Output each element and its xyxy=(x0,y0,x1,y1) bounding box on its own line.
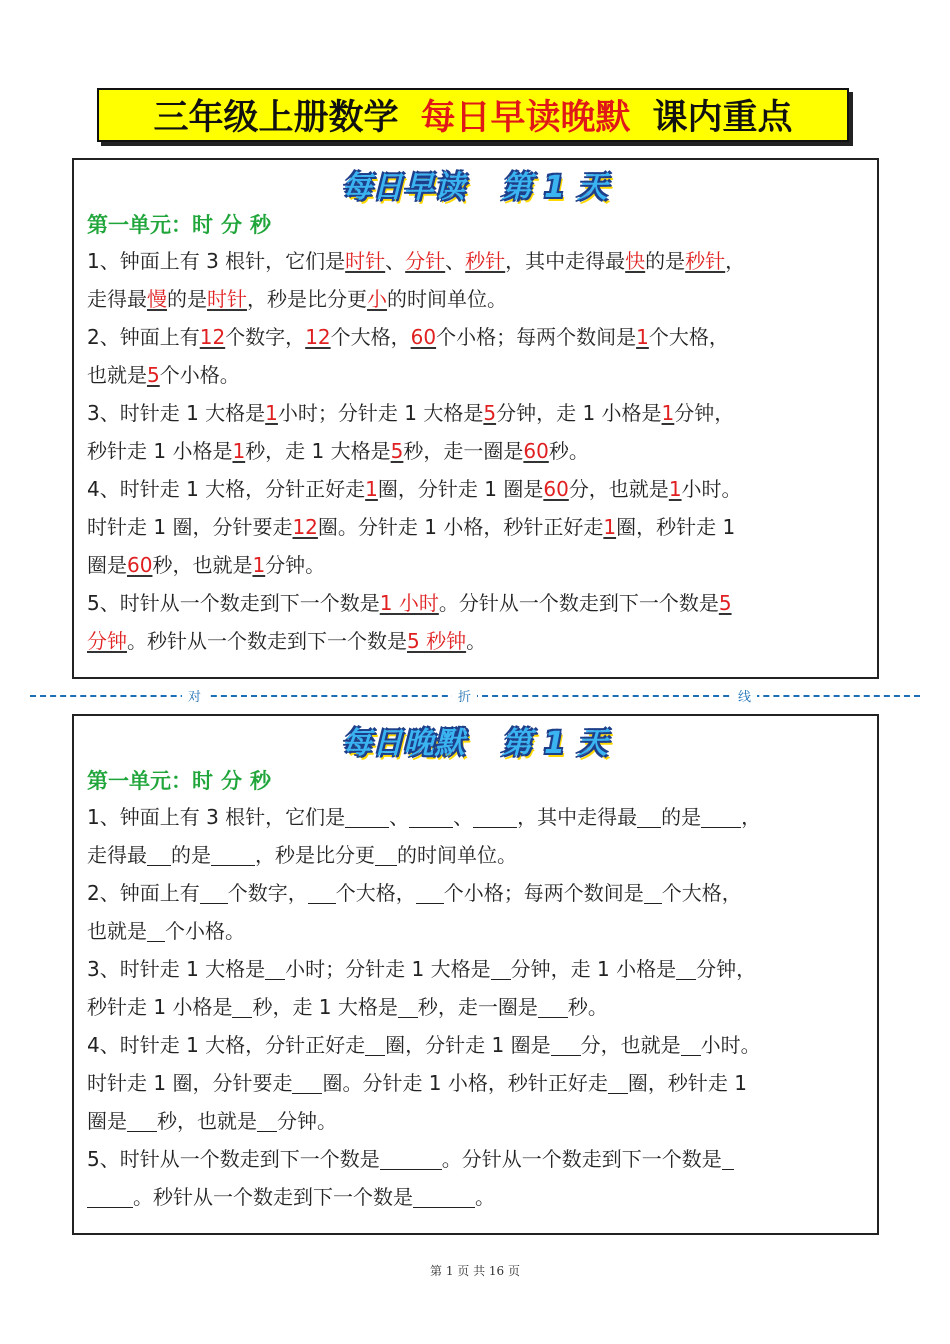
text: 的时间单位。 xyxy=(387,287,507,311)
text: ， xyxy=(741,805,762,829)
text: 也就是 xyxy=(87,363,147,387)
text: 个小格。 xyxy=(159,363,240,387)
text: 5、时针从一个数走到下一个数是 xyxy=(87,591,380,615)
morning-title xyxy=(87,168,863,208)
text: 3、时针走 1 大格是 xyxy=(87,401,266,425)
text: 。秒针从一个数走到下一个数是 xyxy=(133,1185,413,1209)
text: 圈是 xyxy=(87,553,127,577)
answer: 12 xyxy=(292,515,318,539)
text: 4、时针走 1 大格，分针正好走 xyxy=(87,477,366,501)
morning-unit-topic: 时分秒 xyxy=(192,213,279,237)
banner-highlight: 每日早读晚默 xyxy=(420,97,631,138)
text: 。分针从一个数走到下一个数是 xyxy=(438,591,719,615)
answer: 5 xyxy=(718,591,732,615)
banner-focus: 课内重点 xyxy=(652,97,793,138)
answer: 12 xyxy=(199,325,226,349)
text: 时针走 1 圈，分针要走 xyxy=(87,515,293,539)
answer: 慢 xyxy=(147,287,167,311)
morning-title-name: 每日早读 xyxy=(341,170,466,205)
fold-label-3: 线 xyxy=(732,686,757,705)
answer: 1 xyxy=(265,401,278,425)
fill-blank[interactable] xyxy=(87,1185,133,1208)
answer: 1 xyxy=(603,515,617,539)
text: ，其中走得最 xyxy=(517,805,638,829)
text: 秒，走一圈是 xyxy=(417,995,538,1019)
text: 时针走 1 圈，分针要走 xyxy=(87,1071,293,1095)
text: 分，也就是 xyxy=(568,477,669,501)
morning-q4 xyxy=(87,470,863,584)
text: 也就是 xyxy=(87,919,147,943)
text: 、 xyxy=(445,249,466,273)
answer: 12 xyxy=(305,325,331,349)
answer: 秒针 xyxy=(685,249,726,273)
text: 小时。 xyxy=(681,477,742,501)
morning-q5 xyxy=(87,584,863,660)
page-banner xyxy=(97,88,849,142)
fill-blank[interactable] xyxy=(257,1109,277,1132)
evening-q1 xyxy=(87,798,863,874)
fill-blank[interactable] xyxy=(375,843,397,866)
text: 圈是 xyxy=(87,1109,127,1133)
fill-blank[interactable] xyxy=(722,1147,734,1170)
text: 。 xyxy=(466,629,487,653)
answer: 分针 xyxy=(405,249,446,273)
text: 、 xyxy=(453,805,474,829)
text: 。分针从一个数走到下一个数是 xyxy=(441,1147,722,1171)
fill-blank[interactable] xyxy=(365,1033,385,1056)
fill-blank[interactable] xyxy=(608,1071,628,1094)
page-number: 第 1 页 共 16 页 xyxy=(430,1264,520,1278)
fill-blank[interactable] xyxy=(409,805,453,828)
text: 圈，秒针走 1 xyxy=(616,515,736,539)
text: 5、时针从一个数走到下一个数是 xyxy=(87,1147,380,1171)
answer: 1 xyxy=(365,477,378,501)
answer: 60 xyxy=(127,553,153,577)
fill-blank[interactable] xyxy=(473,805,517,828)
text: 的是 xyxy=(661,805,702,829)
evening-title-name: 每日晚默 xyxy=(341,726,466,761)
text: 秒，也就是 xyxy=(157,1109,257,1133)
text: 、 xyxy=(389,805,410,829)
text: 圈。分针走 1 小格，秒针正好走 xyxy=(317,515,604,539)
answer: 1 xyxy=(668,477,682,501)
morning-q3 xyxy=(87,394,863,470)
answer: 5 秒钟 xyxy=(407,629,467,653)
text: 个小格。 xyxy=(165,919,245,943)
text: 3、时针走 1 大格是 xyxy=(87,957,266,981)
answer: 5 xyxy=(390,439,404,463)
fill-blank[interactable] xyxy=(232,995,252,1018)
text: 分钟， xyxy=(696,957,757,981)
text: ，秒是比分更 xyxy=(255,843,375,867)
fill-blank[interactable] xyxy=(380,1147,442,1170)
fill-blank[interactable] xyxy=(538,995,568,1018)
answer: 1 xyxy=(661,401,675,425)
text: ，秒是比分更 xyxy=(247,287,367,311)
answer: 60 xyxy=(523,439,549,463)
text: 2、钟面上有 xyxy=(87,881,200,905)
answer: 5 xyxy=(483,401,497,425)
text: 个数字， xyxy=(227,881,308,905)
answer: 时针 xyxy=(345,249,386,273)
text: 。 xyxy=(475,1185,495,1209)
text: 秒。 xyxy=(567,995,608,1019)
morning-q1 xyxy=(87,242,863,318)
text: 秒，走一圈是 xyxy=(403,439,524,463)
text: 分钟， xyxy=(674,401,735,425)
fill-blank[interactable] xyxy=(345,805,389,828)
text: 的是 xyxy=(171,843,211,867)
fill-blank[interactable] xyxy=(147,919,165,942)
text: 小时；分针走 1 大格是 xyxy=(285,957,491,981)
text: 走得最 xyxy=(87,287,147,311)
morning-reading-box xyxy=(72,158,879,679)
fill-blank[interactable] xyxy=(398,995,418,1018)
text: 分钟。 xyxy=(265,553,326,577)
text: 个大格， xyxy=(335,881,416,905)
fill-blank[interactable] xyxy=(644,881,662,904)
text: 。秒针从一个数走到下一个数是 xyxy=(127,629,407,653)
text: 圈，分针走 1 圈是 xyxy=(377,477,544,501)
answer: 1 xyxy=(252,553,266,577)
text: 秒针走 1 小格是 xyxy=(87,439,233,463)
text: 圈，秒针走 1 xyxy=(627,1071,747,1095)
fill-blank[interactable] xyxy=(200,881,228,904)
text: 的是 xyxy=(645,249,686,273)
text: 个大格， xyxy=(648,325,729,349)
answer: 时针 xyxy=(207,287,247,311)
fill-blank[interactable] xyxy=(701,805,741,828)
evening-unit-label: 第一单元： xyxy=(87,769,192,793)
answer: 60 xyxy=(410,325,437,349)
text: 圈，分针走 1 圈是 xyxy=(385,1033,551,1057)
answer: 秒针 xyxy=(465,249,506,273)
fill-blank[interactable] xyxy=(413,1185,475,1208)
fill-blank[interactable] xyxy=(147,843,171,866)
evening-q5 xyxy=(87,1140,863,1216)
text: 1、钟面上有 3 根针，它们是 xyxy=(87,805,346,829)
fill-blank[interactable] xyxy=(416,881,444,904)
answer: 60 xyxy=(543,477,569,501)
fill-blank[interactable] xyxy=(637,805,661,828)
answer: 5 xyxy=(147,363,160,387)
morning-title-day: 第 1 天 xyxy=(501,170,609,205)
text: ， xyxy=(725,249,746,273)
answer: 快 xyxy=(625,249,646,273)
text: 4、时针走 1 大格，分针正好走 xyxy=(87,1033,366,1057)
text: 个小格；每两个数间是 xyxy=(443,881,644,905)
fill-blank[interactable] xyxy=(265,957,285,980)
text: 小时；分针走 1 大格是 xyxy=(277,401,484,425)
text: 分钟，走 1 小格是 xyxy=(496,401,662,425)
text: 1、钟面上有 3 根针，它们是 xyxy=(87,249,346,273)
fill-blank[interactable] xyxy=(681,1033,701,1056)
fill-blank[interactable] xyxy=(308,881,336,904)
text: 2、钟面上有 xyxy=(87,325,200,349)
text: 个大格， xyxy=(661,881,742,905)
text: ，其中走得最 xyxy=(505,249,626,273)
answer: 分钟 xyxy=(87,629,127,653)
text: 圈。分针走 1 小格，秒针正好走 xyxy=(322,1071,608,1095)
evening-q2 xyxy=(87,874,863,950)
evening-q4 xyxy=(87,1026,863,1140)
text: 走得最 xyxy=(87,843,147,867)
evening-title xyxy=(87,724,863,764)
morning-unit-label: 第一单元： xyxy=(87,213,192,237)
evening-title-day: 第 1 天 xyxy=(501,726,609,761)
fill-blank[interactable] xyxy=(211,843,255,866)
evening-dictation-box xyxy=(72,714,879,1235)
morning-unit-heading xyxy=(87,210,863,240)
evening-unit-heading xyxy=(87,766,863,796)
morning-q2 xyxy=(87,318,863,394)
text: 秒，也就是 xyxy=(152,553,253,577)
text: 秒，走 1 大格是 xyxy=(252,995,398,1019)
text: 分，也就是 xyxy=(580,1033,681,1057)
fill-blank[interactable] xyxy=(491,957,511,980)
text: 秒针走 1 小格是 xyxy=(87,995,233,1019)
fill-blank[interactable] xyxy=(127,1109,157,1132)
fold-label-1: 对 xyxy=(182,686,207,705)
text: 个小格；每两个数间是 xyxy=(436,325,637,349)
banner-grade: 三年级上册数学 xyxy=(153,97,399,138)
answer: 1 小时 xyxy=(379,591,439,615)
text: 个大格， xyxy=(330,325,411,349)
fill-blank[interactable] xyxy=(551,1033,581,1056)
text: 分钟，走 1 小格是 xyxy=(510,957,677,981)
answer: 1 xyxy=(232,439,246,463)
text: 秒。 xyxy=(548,439,589,463)
fill-blank[interactable] xyxy=(292,1071,322,1094)
text: 个数字， xyxy=(225,325,306,349)
answer: 小 xyxy=(367,287,387,311)
text: 、 xyxy=(385,249,406,273)
evening-unit-topic: 时分秒 xyxy=(192,769,279,793)
text: 的时间单位。 xyxy=(397,843,517,867)
text: 小时。 xyxy=(700,1033,761,1057)
evening-q3 xyxy=(87,950,863,1026)
fill-blank[interactable] xyxy=(676,957,696,980)
answer: 1 xyxy=(636,325,649,349)
text: 秒，走 1 大格是 xyxy=(245,439,391,463)
fold-label-2: 折 xyxy=(452,686,477,705)
text: 的是 xyxy=(167,287,207,311)
text: 分钟。 xyxy=(277,1109,337,1133)
